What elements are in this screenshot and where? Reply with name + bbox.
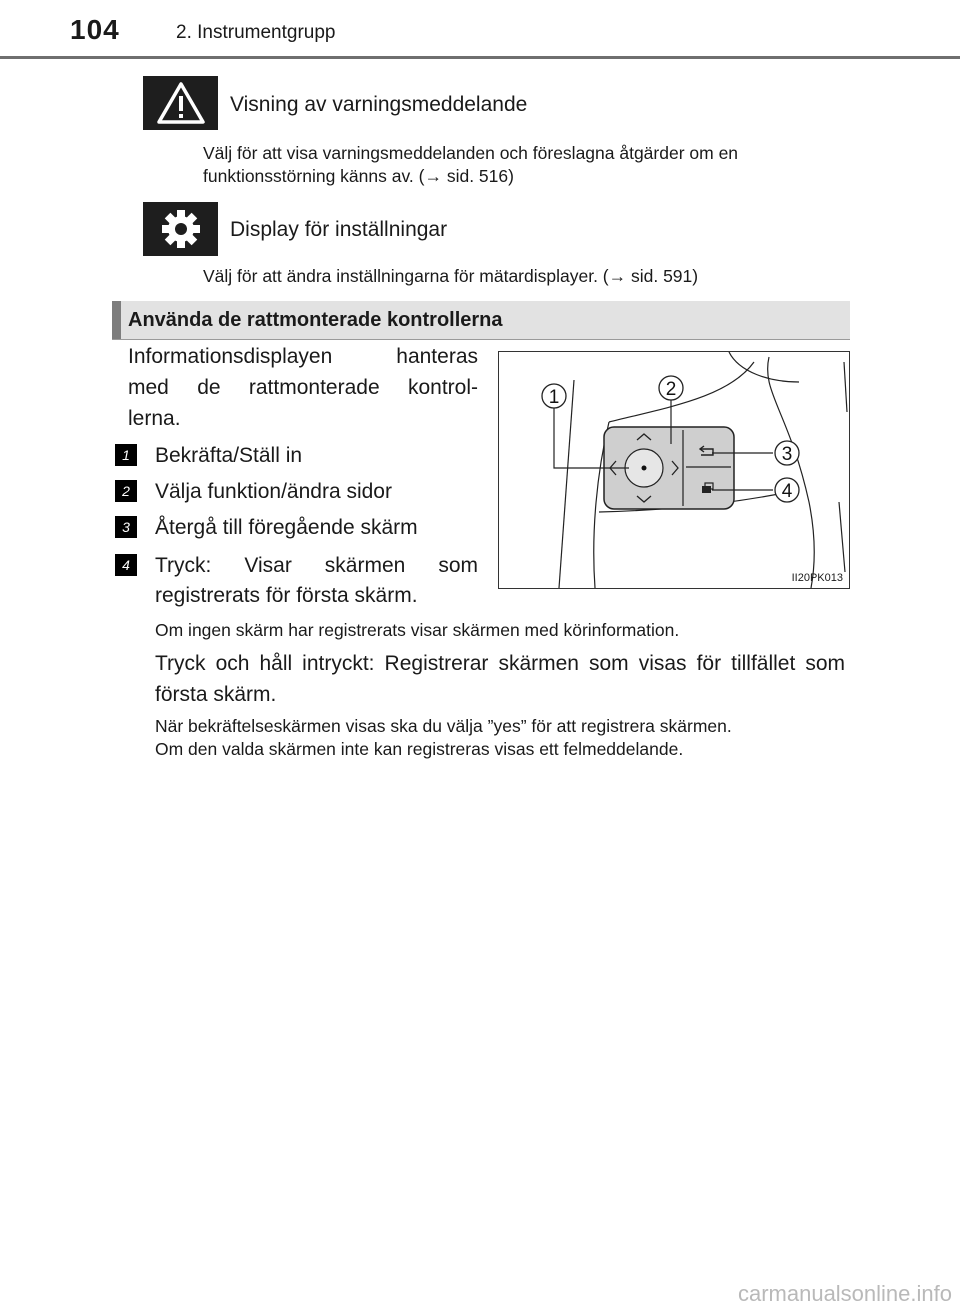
warning-triangle-icon — [156, 81, 206, 125]
note-confirmation — [155, 715, 732, 761]
note-no-screen: Om ingen skärm har registrerats visar skärmen med körinformation. — [155, 620, 680, 640]
number-badge: 2 — [115, 480, 137, 502]
intro-line: lerna. — [128, 407, 181, 430]
note-line: När bekräftelseskärmen visas ska du välja ”yes” för att registrera skärmen. — [155, 716, 732, 736]
settings-display-description — [203, 265, 853, 288]
steering-controls-figure — [498, 351, 850, 589]
number-badge: 4 — [115, 554, 137, 576]
warning-message-description — [203, 142, 853, 188]
note-line: Om den valda skärmen inte kan registreras visas ett felmeddelande. — [155, 739, 684, 759]
list-item-line: registrerats för första skärm. — [155, 584, 418, 607]
steering-switch-illustration — [499, 352, 849, 588]
figure-code: II20PK013 — [791, 572, 843, 584]
header-divider — [0, 56, 960, 59]
callout-2: 2 — [665, 379, 677, 400]
warning-icon-box — [143, 76, 218, 130]
desc-line: Välj för att ändra inställningarna för mätardisplayer. (→ sid. 591) — [203, 266, 699, 286]
section-divider — [112, 339, 850, 340]
number-badge: 3 — [115, 516, 137, 538]
list-item-text: Återgå till föregående skärm — [155, 516, 418, 539]
number-badge: 1 — [115, 444, 137, 466]
section-header-accent — [112, 301, 121, 339]
warning-message-title: Visning av varningsmeddelande — [230, 93, 528, 116]
gear-icon — [159, 207, 203, 251]
list-item-text: Bekräfta/Ställ in — [155, 444, 303, 467]
intro-line: med de rattmonterade kontrol- — [128, 376, 478, 399]
note-press-hold: Tryck och håll intryckt: Registrerar skärmen som visas för tillfället som första skärm. — [155, 652, 845, 706]
watermark-text: carmanualsonline.info — [737, 1281, 952, 1306]
page-number: 104 — [70, 14, 120, 45]
callout-3: 3 — [781, 444, 793, 465]
list-item-line: Tryck: Visar skärmen som — [155, 554, 478, 577]
watermark — [0, 1281, 960, 1307]
list-item-text: Välja funktion/ändra sidor — [155, 480, 392, 503]
intro-line: Informationsdisplayen hanteras — [128, 345, 478, 368]
chapter-title: 2. Instrumentgrupp — [176, 22, 336, 43]
settings-icon-box — [143, 202, 218, 256]
desc-line: Välj för att visa varningsmeddelanden och föreslagna åtgärder om en — [203, 143, 739, 163]
intro-paragraph — [128, 341, 478, 434]
callout-1: 1 — [548, 387, 560, 408]
callout-4: 4 — [781, 481, 793, 502]
list-item-text — [155, 551, 478, 611]
desc-line: funktionsstörning känns av. (→ sid. 516) — [203, 166, 514, 186]
settings-display-title: Display för inställningar — [230, 218, 448, 241]
section-title: Använda de rattmonterade kontrollerna — [128, 309, 503, 331]
